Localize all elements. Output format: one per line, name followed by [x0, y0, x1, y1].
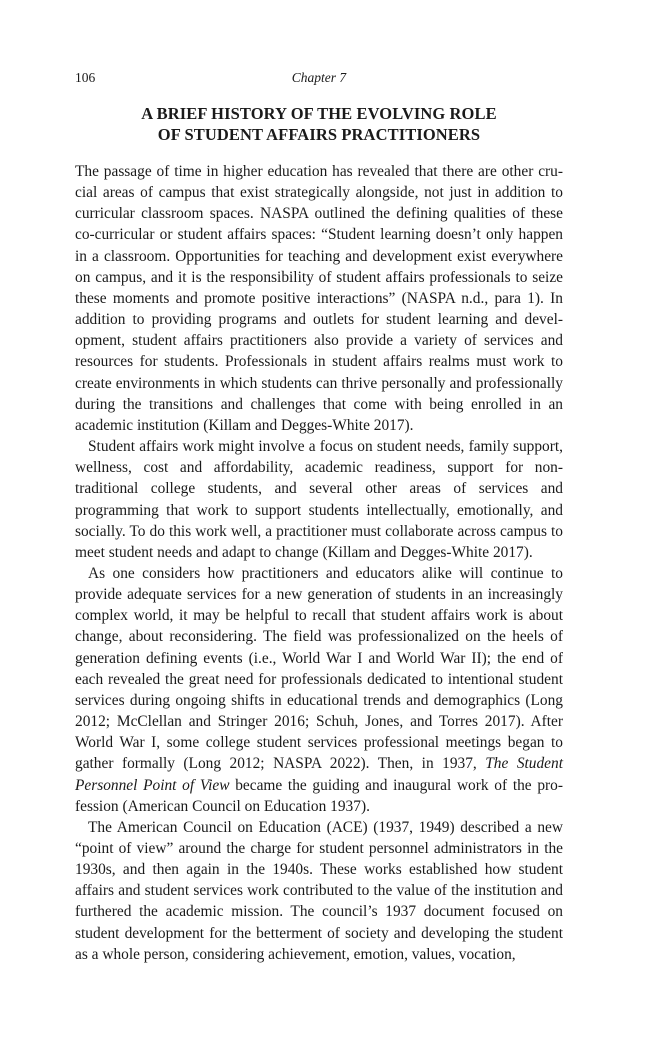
book-page [0, 70, 650, 1045]
section-heading-line-2: OF STUDENT AFFAIRS PRACTITIONERS [157, 125, 481, 144]
paragraph-2: Student affairs work might involve a focus on student needs, family support, wellness, cost and affordability, academic readiness, support for non-traditional college students, and several other areas of services and programming that work to support students intellectually, emotionally, and socially. To do this work well, a practitioner must collaborate across campus to meet student needs and adapt to change (Killam and Degges-White 2017). [75, 438, 563, 561]
running-head [75, 70, 563, 90]
paragraph-3-text-before: As one considers how practitioners and educators alike will continue to provide adequate services for a new generation of students in an increasingly complex world, it may be helpful to recall that student affairs work is about change, about reconsidering. The field was professionalized on the heels of generation defining events (i.e., World War I and World War II); the end of each revealed the great need for professionals dedicated to intentional student services during ongoing shifts in educational trends and demographics (Long 2012; McClellan and Stringer 2016; Schuh, Jones, and Torres 2017). After World War I, some college student services professional meetings began to gather formally (Long 2012; NASPA 2022). Then, in 1937, [75, 564, 563, 773]
section-heading-line-1: A BRIEF HISTORY OF THE EVOLVING ROLE [141, 104, 497, 123]
paragraph-4: The American Council on Education (ACE) (1937, 1949) described a new “point of view” around the charge for student personnel administrators in the 1930s, and then again in the 1940s. These works established how student affairs and student services work contributed to the value of the institution and furthered the academic mission. The council’s 1937 document focused on student development for the betterment of society and developing the student as a whole person, considering achievement, emotion, values, vocation, [75, 818, 563, 963]
book-title-citation: The Student Personnel Point of View [75, 755, 563, 794]
page-number: 106 [75, 70, 96, 85]
section-heading [75, 103, 563, 145]
paragraph-3 [75, 563, 563, 817]
paragraph-3-text-after: became the guiding and inaugural work of the profession (American Council on Education 1937). [75, 776, 563, 815]
paragraph-1: The passage of time in higher education has revealed that there are other crucial areas of campus that exist strategically alongside, not just in addition to curricular classroom spaces. NASPA outlined the defining qualities of these co-curricular or student affairs spaces: “Student learning doesn’t only happen in a classroom. Opportunities for teaching and development exist everywhere on campus, and it is the responsibility of student affairs professionals to seize these moments and promote positive interactions” (NASPA n.d., para 1). In addition to providing programs and outlets for student learning and development, student affairs practitioners also provide a variety of services and resources for students. Professionals in student affairs realms must work to create environments in which students can thrive personally and professionally during the transitions and challenges that come with being enrolled in an academic institution (Killam and Degges-White 2017). [75, 163, 563, 434]
body-text [75, 161, 563, 965]
chapter-title: Chapter 7 [291, 70, 347, 85]
